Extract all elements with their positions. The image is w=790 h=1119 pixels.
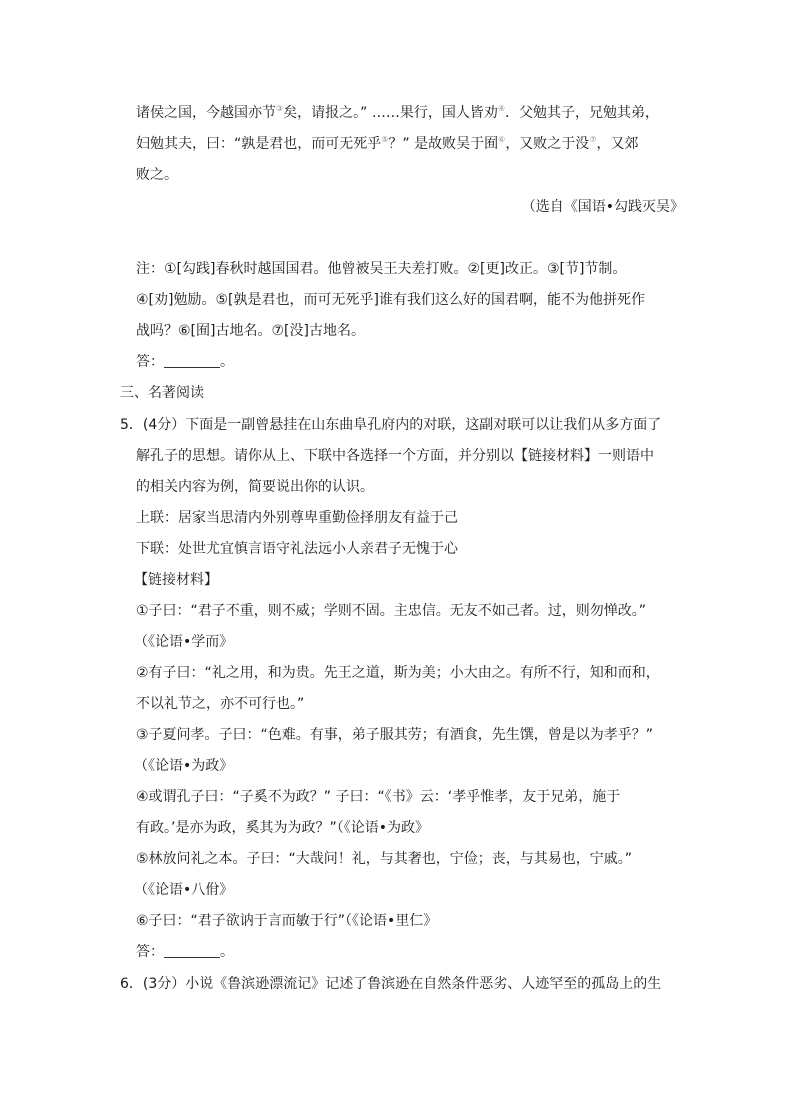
- q5-line-2: 解孔子的思想。请你从上、下联中各选择一个方面，并分别以【链接材料】一则语中: [136, 448, 654, 464]
- footnote-marker: ⑦: [589, 135, 597, 144]
- material-4-cont: 有政。’是亦为政，奚其为为政？”（《论语•为政》: [136, 820, 429, 836]
- passage-line-3: 败之。: [136, 167, 178, 183]
- notes-line-3: 战吗？⑥[囿]古地名。⑦[没]古地名。: [136, 323, 365, 339]
- footnote-marker: ⑤: [381, 135, 389, 144]
- material-title: 【链接材料】: [134, 572, 218, 588]
- material-3: ③子夏问孝。子曰：“色难。有事，弟子服其劳；有酒食，先生馔，曾是以为孝乎？”: [136, 727, 654, 743]
- material-2-cont: 不以礼节之，亦不可行也。”: [136, 696, 305, 712]
- passage-text: ？” 是故败吴于囿: [388, 136, 499, 152]
- q5-line-1: 5．(4分）下面是一副曾悬挂在山东曲阜孔府内的对联，这副对联可以让我们从多方面了: [120, 417, 662, 433]
- passage-text: 矣，请报之。” ……果行，国人皆劝: [283, 105, 498, 121]
- notes-line-2: ④[劝]勉励。⑤[孰是君也，而可无死乎]谁有我们这么好的国君啊，能不为他拼死作: [136, 292, 645, 308]
- passage-text: ，又败之于没: [505, 136, 590, 152]
- material-5: ⑤林放问礼之本。子曰：“大哉问！礼，与其奢也，宁俭；丧，与其易也，宁戚。”: [136, 851, 633, 867]
- notes-line-1: 注：①[勾践]春秋时越国国君。他曾被吴王夫差打败。②[更]改正。③[节]节制。: [136, 261, 627, 277]
- material-4: ④或谓孔子曰：“子奚不为政？” 子曰：“《书》云：‘孝乎惟孝，友于兄弟，施于: [136, 789, 621, 805]
- notes-answer-line: [136, 352, 234, 372]
- footnote-marker: ⑥: [498, 135, 506, 144]
- answer-period: 。: [220, 944, 234, 960]
- q6-line-1: 6．(3分）小说《鲁滨逊漂流记》记述了鲁滨逊在自然条件恶劣、人迹罕至的孤岛上的生: [120, 976, 662, 992]
- answer-label: 答：: [136, 354, 164, 370]
- answer-blank[interactable]: [164, 943, 220, 958]
- material-6: ⑥子曰：“君子欲讷于言而敏于行”（《论语•里仁》: [136, 913, 438, 929]
- material-1: ①子曰：“君子不重，则不威；学则不固。主忠信。无友不如己者。过，则勿惮改。”: [136, 603, 647, 619]
- couplet-upper: 上联：居家当思清内外别尊卑重勤俭择朋友有益于己: [136, 510, 458, 526]
- section-heading: 三、名著阅读: [120, 385, 204, 401]
- material-5-source: （《论语•八佾》: [134, 882, 234, 898]
- passage-text: 诸侯之国，今越国亦节: [136, 105, 276, 121]
- material-1-source: （《论语•学而》: [134, 634, 234, 650]
- passage-line-1: [136, 103, 659, 123]
- q5-line-3: 的相关内容为例，简要说出你的认识。: [136, 479, 374, 495]
- passage-text: ．父勉其子，兄勉其弟，: [505, 105, 660, 121]
- passage-text: ，又郊: [596, 136, 639, 152]
- footnote-marker: ③: [276, 104, 284, 113]
- answer-period: 。: [220, 354, 234, 370]
- passage-source: （选自《国语•勾践灭吴》: [521, 199, 684, 215]
- q5-answer-line: [136, 942, 234, 962]
- material-2: ②有子曰：“礼之用，和为贵。先王之道，斯为美；小大由之。有所不行，知和而和，: [136, 665, 660, 681]
- answer-blank[interactable]: [164, 353, 220, 368]
- couplet-lower: 下联：处世尤宜慎言语守礼法远小人亲君子无愧于心: [136, 541, 458, 557]
- footnote-marker: ④: [497, 104, 506, 113]
- material-3-source: （《论语•为政》: [134, 758, 234, 774]
- passage-line-2: [136, 134, 638, 154]
- passage-text: 妇勉其夫，曰：“孰是君也，而可无死乎: [136, 136, 382, 152]
- answer-label: 答：: [136, 944, 164, 960]
